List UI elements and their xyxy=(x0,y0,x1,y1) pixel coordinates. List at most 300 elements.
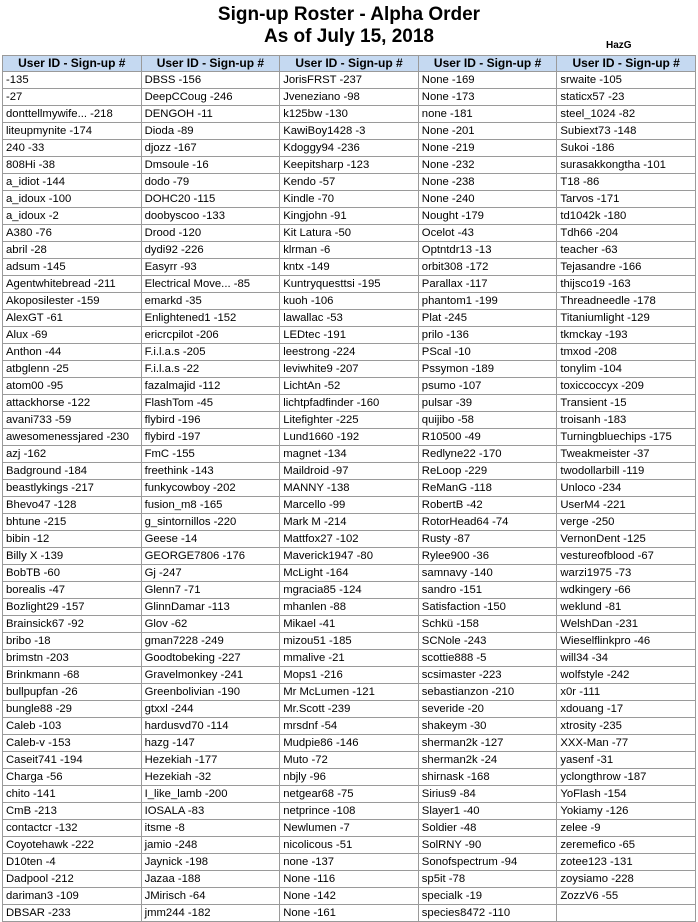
roster-cell: Tweakmeister -37 xyxy=(557,446,696,463)
roster-cell: pulsar -39 xyxy=(418,395,557,412)
roster-cell: Mikael -41 xyxy=(280,616,419,633)
roster-cell: Kuntryquesttsi -195 xyxy=(280,276,419,293)
table-row xyxy=(3,361,696,378)
roster-cell: Schkü -158 xyxy=(418,616,557,633)
roster-cell: 808Hi -38 xyxy=(3,157,142,174)
roster-cell: Mudpie86 -146 xyxy=(280,735,419,752)
roster-cell: hardusvd70 -114 xyxy=(141,718,280,735)
table-row xyxy=(3,310,696,327)
roster-cell: R10500 -49 xyxy=(418,429,557,446)
roster-cell: Mark M -214 xyxy=(280,514,419,531)
roster-cell: Kindle -70 xyxy=(280,191,419,208)
roster-cell: fazalmajid -112 xyxy=(141,378,280,395)
roster-cell: funkycowboy -202 xyxy=(141,480,280,497)
roster-cell: fusion_m8 -165 xyxy=(141,497,280,514)
roster-cell: Satisfaction -150 xyxy=(418,599,557,616)
column-header: User ID - Sign-up # xyxy=(418,56,557,72)
roster-cell: jmm244 -182 xyxy=(141,905,280,922)
roster-cell: Gravelmonkey -241 xyxy=(141,667,280,684)
table-row xyxy=(3,769,696,786)
roster-cell: Unloco -234 xyxy=(557,480,696,497)
table-row xyxy=(3,208,696,225)
roster-cell: doobyscoo -133 xyxy=(141,208,280,225)
roster-cell: DeepCCoug -246 xyxy=(141,89,280,106)
roster-cell: Goodtobeking -227 xyxy=(141,650,280,667)
roster-cell: Dmsoule -16 xyxy=(141,157,280,174)
roster-cell: dariman3 -109 xyxy=(3,888,142,905)
roster-cell: toxiccoccyx -209 xyxy=(557,378,696,395)
roster-cell: XXX-Man -77 xyxy=(557,735,696,752)
roster-cell: mgracia85 -124 xyxy=(280,582,419,599)
table-row xyxy=(3,140,696,157)
author-tag: HazG xyxy=(606,40,632,51)
roster-cell: Akoposilester -159 xyxy=(3,293,142,310)
roster-cell: flybird -196 xyxy=(141,412,280,429)
roster-cell: None -173 xyxy=(418,89,557,106)
roster-cell: mizou51 -185 xyxy=(280,633,419,650)
roster-cell: brimstn -203 xyxy=(3,650,142,667)
roster-cell: Yokiamy -126 xyxy=(557,803,696,820)
roster-cell: Electrical Move... -85 xyxy=(141,276,280,293)
roster-cell: tmxod -208 xyxy=(557,344,696,361)
roster-cell: Jazaa -188 xyxy=(141,871,280,888)
roster-cell: Keepitsharp -123 xyxy=(280,157,419,174)
header-row xyxy=(3,56,696,72)
roster-cell: psumo -107 xyxy=(418,378,557,395)
roster-cell: Charga -56 xyxy=(3,769,142,786)
table-row xyxy=(3,191,696,208)
roster-cell: None -169 xyxy=(418,72,557,89)
roster-cell: Jaynick -198 xyxy=(141,854,280,871)
roster-cell: LEDtec -191 xyxy=(280,327,419,344)
roster-cell: Tejasandre -166 xyxy=(557,259,696,276)
roster-cell: Ocelot -43 xyxy=(418,225,557,242)
roster-cell: yasenf -31 xyxy=(557,752,696,769)
roster-cell: shakeym -30 xyxy=(418,718,557,735)
roster-cell: KawiBoy1428 -3 xyxy=(280,123,419,140)
table-row xyxy=(3,123,696,140)
roster-cell: T18 -86 xyxy=(557,174,696,191)
roster-cell: attackhorse -122 xyxy=(3,395,142,412)
column-header: User ID - Sign-up # xyxy=(280,56,419,72)
roster-cell: yclongthrow -187 xyxy=(557,769,696,786)
roster-cell: thijsco19 -163 xyxy=(557,276,696,293)
roster-cell: zotee123 -131 xyxy=(557,854,696,871)
roster-cell: Mr McLumen -121 xyxy=(280,684,419,701)
roster-cell: lawallac -53 xyxy=(280,310,419,327)
column-header: User ID - Sign-up # xyxy=(557,56,696,72)
roster-cell: Drood -120 xyxy=(141,225,280,242)
roster-cell: djozz -167 xyxy=(141,140,280,157)
page-subtitle: As of July 15, 2018 xyxy=(263,26,435,47)
table-row xyxy=(3,718,696,735)
roster-cell: Litefighter -225 xyxy=(280,412,419,429)
roster-cell: SolRNY -90 xyxy=(418,837,557,854)
roster-cell: none -137 xyxy=(280,854,419,871)
roster-cell: scsimaster -223 xyxy=(418,667,557,684)
roster-cell: MANNY -138 xyxy=(280,480,419,497)
table-row xyxy=(3,463,696,480)
roster-cell: F.i.l.a.s -205 xyxy=(141,344,280,361)
table-row xyxy=(3,684,696,701)
roster-cell: Dadpool -212 xyxy=(3,871,142,888)
roster-cell: Caleb-v -153 xyxy=(3,735,142,752)
roster-cell: klrman -6 xyxy=(280,242,419,259)
table-row xyxy=(3,871,696,888)
roster-cell: specialk -19 xyxy=(418,888,557,905)
roster-cell: k125bw -130 xyxy=(280,106,419,123)
roster-cell: Kdoggy94 -236 xyxy=(280,140,419,157)
roster-cell: Enlightened1 -152 xyxy=(141,310,280,327)
roster-cell: samnavy -140 xyxy=(418,565,557,582)
roster-cell: Dioda -89 xyxy=(141,123,280,140)
roster-cell: chito -141 xyxy=(3,786,142,803)
roster-cell: atom00 -95 xyxy=(3,378,142,395)
table-row xyxy=(3,412,696,429)
roster-cell: severide -20 xyxy=(418,701,557,718)
roster-cell: Tarvos -171 xyxy=(557,191,696,208)
roster-cell: jamio -248 xyxy=(141,837,280,854)
roster-cell: JorisFRST -237 xyxy=(280,72,419,89)
table-row xyxy=(3,157,696,174)
roster-cell: Agentwhitebread -211 xyxy=(3,276,142,293)
table-row xyxy=(3,905,696,922)
column-header: User ID - Sign-up # xyxy=(3,56,142,72)
roster-cell: steel_1024 -82 xyxy=(557,106,696,123)
table-row xyxy=(3,344,696,361)
roster-cell: bungle88 -29 xyxy=(3,701,142,718)
roster-cell: Glov -62 xyxy=(141,616,280,633)
roster-cell: zoysiamo -228 xyxy=(557,871,696,888)
roster-cell: Pssymon -189 xyxy=(418,361,557,378)
roster-cell: Maildroid -97 xyxy=(280,463,419,480)
roster-cell: sebastianzon -210 xyxy=(418,684,557,701)
table-row xyxy=(3,89,696,106)
roster-cell: Sukoi -186 xyxy=(557,140,696,157)
roster-cell: None -240 xyxy=(418,191,557,208)
roster-cell: lichtpfadfinder -160 xyxy=(280,395,419,412)
roster-cell: Caseit741 -194 xyxy=(3,752,142,769)
roster-cell: td1042k -180 xyxy=(557,208,696,225)
roster-cell: Nought -179 xyxy=(418,208,557,225)
roster-cell: a_idoux -100 xyxy=(3,191,142,208)
table-row xyxy=(3,633,696,650)
roster-cell: atbglenn -25 xyxy=(3,361,142,378)
roster-cell: azj -162 xyxy=(3,446,142,463)
roster-cell: tkmckay -193 xyxy=(557,327,696,344)
roster-cell: None -116 xyxy=(280,871,419,888)
roster-cell: twodollarbill -119 xyxy=(557,463,696,480)
roster-cell: nicolicous -51 xyxy=(280,837,419,854)
roster-cell: adsum -145 xyxy=(3,259,142,276)
roster-cell: bibin -12 xyxy=(3,531,142,548)
table-row xyxy=(3,429,696,446)
roster-cell: Greenbolivian -190 xyxy=(141,684,280,701)
roster-cell: DOHC20 -115 xyxy=(141,191,280,208)
roster-cell: tonylim -104 xyxy=(557,361,696,378)
table-row xyxy=(3,106,696,123)
roster-cell: ZozzV6 -55 xyxy=(557,888,696,905)
roster-cell: troisanh -183 xyxy=(557,412,696,429)
roster-cell: gman7228 -249 xyxy=(141,633,280,650)
roster-cell: DBSS -156 xyxy=(141,72,280,89)
roster-cell: leestrong -224 xyxy=(280,344,419,361)
roster-cell: Optntdr13 -13 xyxy=(418,242,557,259)
table-row xyxy=(3,820,696,837)
roster-cell: bullpupfan -26 xyxy=(3,684,142,701)
roster-cell: awesomenessjared -230 xyxy=(3,429,142,446)
roster-cell: Titaniumlight -129 xyxy=(557,310,696,327)
roster-cell: magnet -134 xyxy=(280,446,419,463)
table-row xyxy=(3,837,696,854)
roster-cell: F.i.l.a.s -22 xyxy=(141,361,280,378)
roster-cell: Slayer1 -40 xyxy=(418,803,557,820)
roster-cell: Badground -184 xyxy=(3,463,142,480)
roster-cell: bhtune -215 xyxy=(3,514,142,531)
roster-cell: flybird -197 xyxy=(141,429,280,446)
roster-cell: SCNole -243 xyxy=(418,633,557,650)
roster-cell: emarkd -35 xyxy=(141,293,280,310)
roster-cell: Soldier -48 xyxy=(418,820,557,837)
roster-cell: Sonofspectrum -94 xyxy=(418,854,557,871)
roster-cell: Brinkmann -68 xyxy=(3,667,142,684)
page-title: Sign-up Roster - Alpha Order xyxy=(217,4,481,25)
table-row xyxy=(3,293,696,310)
roster-cell: vestureofblood -67 xyxy=(557,548,696,565)
roster-cell xyxy=(557,905,696,922)
roster-cell: prilo -136 xyxy=(418,327,557,344)
roster-cell: Geese -14 xyxy=(141,531,280,548)
roster-cell: contactcr -132 xyxy=(3,820,142,837)
roster-cell: kntx -149 xyxy=(280,259,419,276)
roster-cell: WelshDan -231 xyxy=(557,616,696,633)
table-row xyxy=(3,650,696,667)
table-row xyxy=(3,395,696,412)
roster-cell: Wieselflinkpro -46 xyxy=(557,633,696,650)
roster-cell: x0r -111 xyxy=(557,684,696,701)
roster-cell: Bozlight29 -157 xyxy=(3,599,142,616)
roster-cell: sp5it -78 xyxy=(418,871,557,888)
roster-cell: Anthon -44 xyxy=(3,344,142,361)
roster-cell: Kendo -57 xyxy=(280,174,419,191)
table-row xyxy=(3,531,696,548)
roster-cell: Turningbluechips -175 xyxy=(557,429,696,446)
roster-cell: Muto -72 xyxy=(280,752,419,769)
roster-cell: beastlykings -217 xyxy=(3,480,142,497)
roster-cell: Subiext73 -148 xyxy=(557,123,696,140)
roster-cell: staticx57 -23 xyxy=(557,89,696,106)
roster-cell: Newlumen -7 xyxy=(280,820,419,837)
table-row xyxy=(3,514,696,531)
roster-cell: Redlyne22 -170 xyxy=(418,446,557,463)
roster-cell: bribo -18 xyxy=(3,633,142,650)
roster-cell: none -181 xyxy=(418,106,557,123)
table-row xyxy=(3,752,696,769)
roster-cell: netprince -108 xyxy=(280,803,419,820)
roster-cell: D10ten -4 xyxy=(3,854,142,871)
table-row xyxy=(3,72,696,89)
roster-cell: McLight -164 xyxy=(280,565,419,582)
roster-cell: I_like_lamb -200 xyxy=(141,786,280,803)
roster-cell: UserM4 -221 xyxy=(557,497,696,514)
roster-cell: CmB -213 xyxy=(3,803,142,820)
table-row xyxy=(3,888,696,905)
roster-cell: DBSAR -233 xyxy=(3,905,142,922)
roster-cell: Gj -247 xyxy=(141,565,280,582)
roster-cell: AlexGT -61 xyxy=(3,310,142,327)
roster-cell: A380 -76 xyxy=(3,225,142,242)
table-row xyxy=(3,446,696,463)
roster-cell: dydi92 -226 xyxy=(141,242,280,259)
roster-cell: avani733 -59 xyxy=(3,412,142,429)
roster-cell: netgear68 -75 xyxy=(280,786,419,803)
roster-cell: teacher -63 xyxy=(557,242,696,259)
roster-cell: Brainsick67 -92 xyxy=(3,616,142,633)
roster-cell: None -201 xyxy=(418,123,557,140)
roster-cell: Hezekiah -32 xyxy=(141,769,280,786)
roster-cell: Mr.Scott -239 xyxy=(280,701,419,718)
roster-cell: IOSALA -83 xyxy=(141,803,280,820)
roster-cell: FmC -155 xyxy=(141,446,280,463)
roster-cell: PScal -10 xyxy=(418,344,557,361)
roster-cell: Kingjohn -91 xyxy=(280,208,419,225)
roster-cell: None -232 xyxy=(418,157,557,174)
roster-cell: RotorHead64 -74 xyxy=(418,514,557,531)
table-row xyxy=(3,174,696,191)
roster-cell: freethink -143 xyxy=(141,463,280,480)
roster-cell: Bhevo47 -128 xyxy=(3,497,142,514)
roster-cell: Parallax -117 xyxy=(418,276,557,293)
table-row xyxy=(3,616,696,633)
roster-cell: wdkingery -66 xyxy=(557,582,696,599)
roster-cell: None -161 xyxy=(280,905,419,922)
roster-cell: Glenn7 -71 xyxy=(141,582,280,599)
roster-cell: hazg -147 xyxy=(141,735,280,752)
column-header: User ID - Sign-up # xyxy=(141,56,280,72)
table-row xyxy=(3,735,696,752)
roster-cell: leviwhite9 -207 xyxy=(280,361,419,378)
table-row xyxy=(3,667,696,684)
table-row xyxy=(3,599,696,616)
roster-cell: orbit308 -172 xyxy=(418,259,557,276)
roster-table xyxy=(2,55,696,922)
roster-cell: Caleb -103 xyxy=(3,718,142,735)
roster-cell: Rylee900 -36 xyxy=(418,548,557,565)
roster-cell: DENGOH -11 xyxy=(141,106,280,123)
roster-cell: Billy X -139 xyxy=(3,548,142,565)
roster-cell: surasakkongtha -101 xyxy=(557,157,696,174)
roster-cell: itsme -8 xyxy=(141,820,280,837)
roster-cell: shirnask -168 xyxy=(418,769,557,786)
roster-cell: -135 xyxy=(3,72,142,89)
roster-cell: Hezekiah -177 xyxy=(141,752,280,769)
roster-cell: dodo -79 xyxy=(141,174,280,191)
roster-cell: mhanlen -88 xyxy=(280,599,419,616)
table-row xyxy=(3,276,696,293)
roster-cell: sherman2k -127 xyxy=(418,735,557,752)
table-row xyxy=(3,225,696,242)
roster-cell: RobertB -42 xyxy=(418,497,557,514)
table-row xyxy=(3,701,696,718)
roster-cell: ReLoop -229 xyxy=(418,463,557,480)
roster-cell: sherman2k -24 xyxy=(418,752,557,769)
roster-cell: mrsdnf -54 xyxy=(280,718,419,735)
roster-cell: verge -250 xyxy=(557,514,696,531)
table-row xyxy=(3,854,696,871)
roster-cell: xtrosity -235 xyxy=(557,718,696,735)
table-row xyxy=(3,378,696,395)
roster-cell: Tdh66 -204 xyxy=(557,225,696,242)
table-row xyxy=(3,480,696,497)
roster-cell: Mattfox27 -102 xyxy=(280,531,419,548)
roster-cell: FlashTom -45 xyxy=(141,395,280,412)
roster-cell: weklund -81 xyxy=(557,599,696,616)
roster-cell: YoFlash -154 xyxy=(557,786,696,803)
roster-cell: donttellmywife... -218 xyxy=(3,106,142,123)
roster-cell: Alux -69 xyxy=(3,327,142,344)
roster-cell: 240 -33 xyxy=(3,140,142,157)
table-row xyxy=(3,565,696,582)
roster-cell: warzi1975 -73 xyxy=(557,565,696,582)
roster-cell: Rusty -87 xyxy=(418,531,557,548)
roster-cell: Threadneedle -178 xyxy=(557,293,696,310)
roster-cell: Sirius9 -84 xyxy=(418,786,557,803)
roster-cell: mmalive -21 xyxy=(280,650,419,667)
roster-body xyxy=(3,72,696,922)
roster-cell: abril -28 xyxy=(3,242,142,259)
roster-cell: zeremefico -65 xyxy=(557,837,696,854)
roster-cell: kuoh -106 xyxy=(280,293,419,310)
roster-cell: quijibo -58 xyxy=(418,412,557,429)
roster-cell: wolfstyle -242 xyxy=(557,667,696,684)
roster-cell: Maverick1947 -80 xyxy=(280,548,419,565)
roster-cell: will34 -34 xyxy=(557,650,696,667)
roster-cell: None -238 xyxy=(418,174,557,191)
roster-cell: a_idoux -2 xyxy=(3,208,142,225)
roster-cell: xdouang -17 xyxy=(557,701,696,718)
roster-cell: GEORGE7806 -176 xyxy=(141,548,280,565)
roster-cell: ericrcpilot -206 xyxy=(141,327,280,344)
roster-cell: phantom1 -199 xyxy=(418,293,557,310)
roster-cell: None -142 xyxy=(280,888,419,905)
roster-cell: Kit Latura -50 xyxy=(280,225,419,242)
roster-cell: sandro -151 xyxy=(418,582,557,599)
roster-cell: None -219 xyxy=(418,140,557,157)
roster-cell: zelee -9 xyxy=(557,820,696,837)
table-row xyxy=(3,548,696,565)
table-row xyxy=(3,803,696,820)
roster-cell: Plat -245 xyxy=(418,310,557,327)
roster-cell: Mops1 -216 xyxy=(280,667,419,684)
roster-cell: gtxxl -244 xyxy=(141,701,280,718)
table-row xyxy=(3,242,696,259)
roster-cell: JMirisch -64 xyxy=(141,888,280,905)
roster-cell: a_idiot -144 xyxy=(3,174,142,191)
roster-cell: g_sintornillos -220 xyxy=(141,514,280,531)
roster-cell: borealis -47 xyxy=(3,582,142,599)
roster-cell: species8472 -110 xyxy=(418,905,557,922)
roster-cell: liteupmynite -174 xyxy=(3,123,142,140)
roster-cell: srwaite -105 xyxy=(557,72,696,89)
roster-cell: Coyotehawk -222 xyxy=(3,837,142,854)
roster-cell: ReManG -118 xyxy=(418,480,557,497)
roster-cell: Easyrr -93 xyxy=(141,259,280,276)
roster-cell: Jveneziano -98 xyxy=(280,89,419,106)
roster-cell: LichtAn -52 xyxy=(280,378,419,395)
table-row xyxy=(3,582,696,599)
roster-cell: Transient -15 xyxy=(557,395,696,412)
roster-cell: nbjly -96 xyxy=(280,769,419,786)
